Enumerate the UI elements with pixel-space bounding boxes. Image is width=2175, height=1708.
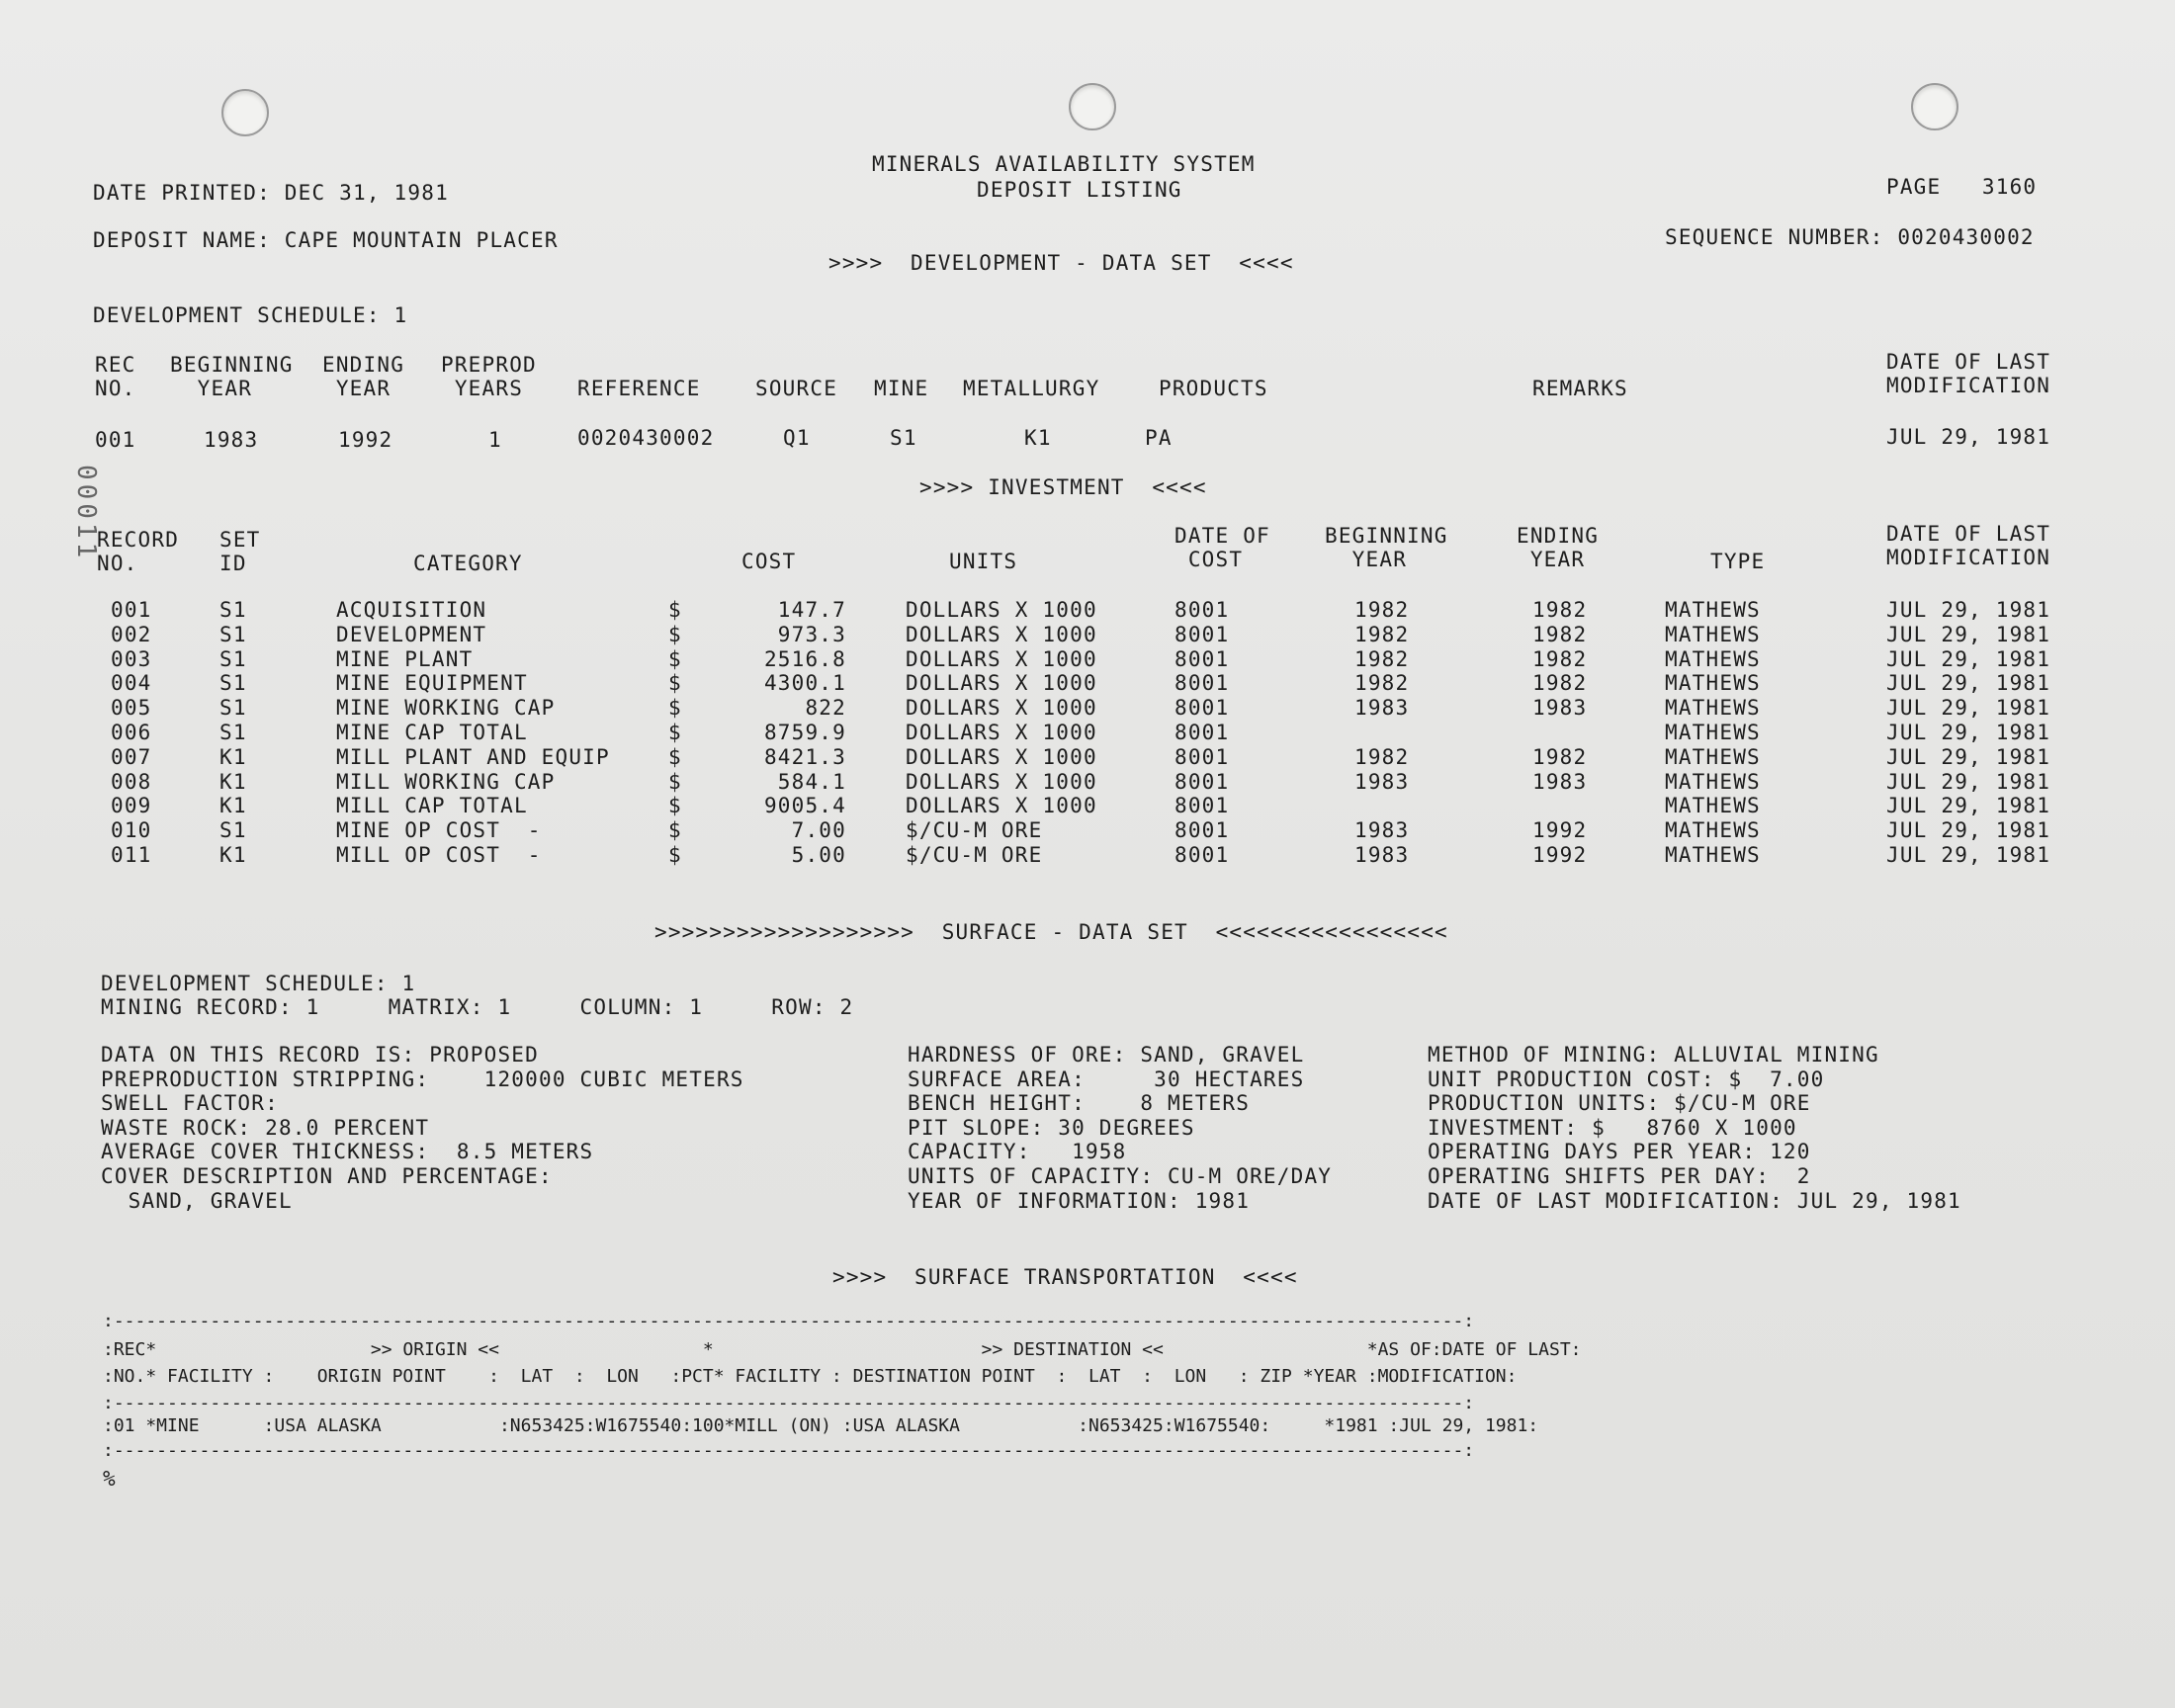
inv-cell-date-of-cost: 8001 xyxy=(1174,721,1230,744)
dev-row-reference: 0020430002 xyxy=(577,426,715,450)
inv-cell-beginning-year: 1983 xyxy=(1354,696,1410,721)
dev-row-date-mod: JUL 29, 1981 xyxy=(1886,425,2051,449)
surface-col3-line: OPERATING SHIFTS PER DAY: 2 xyxy=(1428,1164,1811,1188)
inv-cell-beginning-year: 1982 xyxy=(1354,622,1410,646)
inv-cell-date-mod: JUL 29, 1981 xyxy=(1886,744,2051,769)
inv-header-beginning: BEGINNING YEAR xyxy=(1325,524,1448,571)
inv-cell-cost: 147.7 xyxy=(777,598,846,622)
surface-col2-line: PIT SLOPE: 30 DEGREES xyxy=(908,1115,1195,1140)
dev-row-source: Q1 xyxy=(783,426,811,450)
inv-cell-record-no: 001 xyxy=(111,598,152,622)
inv-header-category: CATEGORY xyxy=(413,552,523,575)
surface-col3-line: METHOD OF MINING: ALLUVIAL MINING xyxy=(1428,1043,1879,1067)
inv-cell-date-mod: JUL 29, 1981 xyxy=(1886,671,2051,696)
inv-cell-category: DEVELOPMENT xyxy=(336,622,487,646)
inv-cell-ending-year: 1992 xyxy=(1532,843,1588,867)
inv-cell-beginning-year: 1982 xyxy=(1354,646,1410,671)
inv-cell-set-id: K1 xyxy=(219,744,247,769)
inv-cell-dollar-sign: $ xyxy=(668,646,682,671)
surface-col2-line: CAPACITY: 1958 xyxy=(908,1140,1127,1164)
inv-cell-category: MILL OP COST - xyxy=(336,843,542,867)
inv-cell-type: MATHEWS xyxy=(1665,744,1761,769)
surface-col1-line: AVERAGE COVER THICKNESS: 8.5 METERS xyxy=(101,1140,594,1164)
inv-cell-ending-year: 1982 xyxy=(1532,744,1588,769)
dev-header-date-mod: DATE OF LAST MODIFICATION xyxy=(1886,350,2051,397)
inv-cell-beginning-year: 1982 xyxy=(1354,744,1410,769)
transport-title: >>>> SURFACE TRANSPORTATION <<<< xyxy=(832,1265,1298,1289)
punch-hole-left xyxy=(221,89,269,136)
inv-cell-record-no: 008 xyxy=(111,769,152,794)
dev-row-beginning: 1983 xyxy=(204,428,259,452)
transport-header-1: :REC* >> ORIGIN << * >> DESTINATION << *AS OF:DATE OF LAST: xyxy=(103,1339,1582,1360)
inv-cell-units: $/CU-M ORE xyxy=(906,843,1043,867)
inv-cell-date-mod: JUL 29, 1981 xyxy=(1886,646,2051,671)
inv-cell-set-id: K1 xyxy=(219,794,247,818)
inv-cell-category: MILL WORKING CAP xyxy=(336,769,556,794)
inv-header-set: SET ID xyxy=(219,528,261,575)
inv-cell-category: MILL PLANT AND EQUIP xyxy=(336,744,610,769)
inv-cell-date-of-cost: 8001 xyxy=(1174,696,1230,721)
listing-title: DEPOSIT LISTING xyxy=(977,178,1182,202)
inv-cell-set-id: S1 xyxy=(219,598,247,622)
inv-cell-cost: 4300.1 xyxy=(763,671,846,696)
development-section-title: >>>> DEVELOPMENT - DATA SET <<<< xyxy=(828,251,1294,275)
inv-cell-date-of-cost: 8001 xyxy=(1174,744,1230,769)
surface-col1-line: COVER DESCRIPTION AND PERCENTAGE: xyxy=(101,1164,553,1188)
inv-cell-dollar-sign: $ xyxy=(668,671,682,696)
inv-cell-cost: 2516.8 xyxy=(763,646,846,671)
inv-header-record: RECORD NO. xyxy=(97,528,180,575)
dev-row-mine: S1 xyxy=(890,426,917,450)
inv-cell-record-no: 011 xyxy=(111,843,152,867)
inv-cell-date-mod: JUL 29, 1981 xyxy=(1886,818,2051,843)
dev-header-rec: REC NO. xyxy=(95,353,136,400)
inv-cell-cost: 9005.4 xyxy=(763,794,846,818)
inv-cell-dollar-sign: $ xyxy=(668,843,682,867)
inv-cell-beginning-year: 1983 xyxy=(1354,843,1410,867)
inv-cell-type: MATHEWS xyxy=(1665,696,1761,721)
inv-cell-beginning-year: 1982 xyxy=(1354,671,1410,696)
dev-row-metallurgy: K1 xyxy=(1024,426,1052,450)
inv-cell-units: DOLLARS X 1000 xyxy=(906,598,1097,622)
inv-cell-date-mod: JUL 29, 1981 xyxy=(1886,843,2051,867)
surface-col1-line: SAND, GRAVEL xyxy=(101,1188,293,1213)
inv-cell-set-id: S1 xyxy=(219,646,247,671)
sequence-number: SEQUENCE NUMBER: 0020430002 xyxy=(1665,225,2035,249)
inv-cell-record-no: 009 xyxy=(111,794,152,818)
margin-note: 00011 xyxy=(71,465,101,562)
inv-cell-ending-year: 1983 xyxy=(1532,696,1588,721)
inv-cell-set-id: S1 xyxy=(219,818,247,843)
inv-cell-units: $/CU-M ORE xyxy=(906,818,1043,843)
inv-cell-units: DOLLARS X 1000 xyxy=(906,721,1097,744)
inv-header-cost: COST xyxy=(741,550,797,573)
inv-cell-units: DOLLARS X 1000 xyxy=(906,671,1097,696)
inv-cell-category: MINE PLANT xyxy=(336,646,474,671)
inv-header-date-cost: DATE OF COST xyxy=(1174,524,1270,571)
inv-cell-type: MATHEWS xyxy=(1665,671,1761,696)
inv-cell-dollar-sign: $ xyxy=(668,622,682,646)
inv-cell-cost: 973.3 xyxy=(777,622,846,646)
surface-col2-line: UNITS OF CAPACITY: CU-M ORE/DAY xyxy=(908,1164,1333,1188)
inv-header-units: UNITS xyxy=(949,550,1018,573)
inv-cell-ending-year: 1992 xyxy=(1532,818,1588,843)
inv-cell-beginning-year: 1982 xyxy=(1354,598,1410,622)
inv-cell-date-of-cost: 8001 xyxy=(1174,646,1230,671)
transport-row: :01 *MINE :USA ALASKA :N653425:W1675540:100*MILL (ON) :USA ALASKA :N653425:W1675540: *1981 :JUL 29, 1981: xyxy=(103,1415,1539,1436)
investment-title: >>>> INVESTMENT <<<< xyxy=(919,475,1207,499)
transport-border-mid: :------------------------------------------------------------------------------------------------------------------------------: xyxy=(103,1393,1475,1413)
inv-header-date-mod: DATE OF LAST MODIFICATION xyxy=(1886,522,2051,569)
inv-cell-category: ACQUISITION xyxy=(336,598,487,622)
inv-cell-dollar-sign: $ xyxy=(668,744,682,769)
inv-header-ending: ENDING YEAR xyxy=(1517,524,1600,571)
transport-border-bottom: :------------------------------------------------------------------------------------------------------------------------------: xyxy=(103,1440,1475,1461)
dev-header-remarks: REMARKS xyxy=(1532,377,1628,400)
inv-cell-record-no: 006 xyxy=(111,721,152,744)
surface-col2-line: SURFACE AREA: 30 HECTARES xyxy=(908,1067,1305,1091)
inv-cell-set-id: S1 xyxy=(219,622,247,646)
surface-col3-line: OPERATING DAYS PER YEAR: 120 xyxy=(1428,1140,1811,1164)
inv-cell-record-no: 010 xyxy=(111,818,152,843)
inv-cell-category: MILL CAP TOTAL xyxy=(336,794,528,818)
dev-row-ending: 1992 xyxy=(338,428,393,452)
inv-cell-cost: 7.00 xyxy=(791,818,846,843)
inv-cell-set-id: K1 xyxy=(219,843,247,867)
inv-cell-ending-year: 1982 xyxy=(1532,622,1588,646)
inv-cell-cost: 822 xyxy=(805,696,846,721)
inv-cell-dollar-sign: $ xyxy=(668,794,682,818)
inv-cell-type: MATHEWS xyxy=(1665,818,1761,843)
dev-row-preprod: 1 xyxy=(488,428,502,452)
dev-row-rec: 001 xyxy=(95,428,136,452)
surface-col3-line: PRODUCTION UNITS: $/CU-M ORE xyxy=(1428,1091,1811,1116)
deposit-name: DEPOSIT NAME: CAPE MOUNTAIN PLACER xyxy=(93,228,559,252)
inv-cell-type: MATHEWS xyxy=(1665,843,1761,867)
end-mark: % xyxy=(103,1467,117,1491)
system-title: MINERALS AVAILABILITY SYSTEM xyxy=(872,152,1256,176)
inv-cell-set-id: S1 xyxy=(219,721,247,744)
surface-col2-line: HARDNESS OF ORE: SAND, GRAVEL xyxy=(908,1043,1305,1067)
inv-cell-set-id: K1 xyxy=(219,769,247,794)
inv-cell-set-id: S1 xyxy=(219,696,247,721)
dev-header-source: SOURCE xyxy=(755,377,838,400)
dev-header-reference: REFERENCE xyxy=(577,377,701,400)
inv-cell-date-mod: JUL 29, 1981 xyxy=(1886,696,2051,721)
inv-cell-type: MATHEWS xyxy=(1665,598,1761,622)
dev-header-beginning: BEGINNING YEAR xyxy=(170,353,294,400)
transport-border-top: :------------------------------------------------------------------------------------------------------------------------------: xyxy=(103,1311,1475,1331)
inv-cell-dollar-sign: $ xyxy=(668,769,682,794)
inv-cell-date-mod: JUL 29, 1981 xyxy=(1886,598,2051,622)
inv-cell-type: MATHEWS xyxy=(1665,769,1761,794)
inv-cell-date-mod: JUL 29, 1981 xyxy=(1886,794,2051,818)
inv-cell-ending-year: 1982 xyxy=(1532,646,1588,671)
surface-schedule: DEVELOPMENT SCHEDULE: 1 xyxy=(101,972,416,995)
inv-cell-dollar-sign: $ xyxy=(668,598,682,622)
dev-header-mine: MINE xyxy=(874,377,929,400)
inv-cell-record-no: 005 xyxy=(111,696,152,721)
dev-header-products: PRODUCTS xyxy=(1159,377,1268,400)
surface-col1-line: SWELL FACTOR: xyxy=(101,1091,279,1116)
surface-col1-line: PREPRODUCTION STRIPPING: 120000 CUBIC METERS xyxy=(101,1067,744,1091)
inv-cell-type: MATHEWS xyxy=(1665,646,1761,671)
inv-cell-category: MINE WORKING CAP xyxy=(336,696,556,721)
inv-cell-cost: 8759.9 xyxy=(763,721,846,744)
inv-cell-units: DOLLARS X 1000 xyxy=(906,794,1097,818)
dev-header-ending: ENDING YEAR xyxy=(322,353,405,400)
punch-hole-center xyxy=(1069,83,1116,130)
surface-col3-line: DATE OF LAST MODIFICATION: JUL 29, 1981 xyxy=(1428,1188,1961,1213)
inv-cell-record-no: 003 xyxy=(111,646,152,671)
inv-cell-units: DOLLARS X 1000 xyxy=(906,696,1097,721)
transport-header-2: :NO.* FACILITY : ORIGIN POINT : LAT : LON :PCT* FACILITY : DESTINATION POINT : LAT : LON : ZIP *YEAR :MODIFICATION: xyxy=(103,1366,1518,1387)
surface-col3-line: UNIT PRODUCTION COST: $ 7.00 xyxy=(1428,1067,1825,1091)
surface-col1-line: DATA ON THIS RECORD IS: PROPOSED xyxy=(101,1043,539,1067)
punch-hole-right xyxy=(1911,83,1958,130)
dev-header-metallurgy: METALLURGY xyxy=(963,377,1100,400)
date-printed: DATE PRINTED: DEC 31, 1981 xyxy=(93,181,449,205)
inv-cell-record-no: 007 xyxy=(111,744,152,769)
surface-col1-line: WASTE ROCK: 28.0 PERCENT xyxy=(101,1115,430,1140)
inv-cell-units: DOLLARS X 1000 xyxy=(906,622,1097,646)
inv-cell-ending-year: 1982 xyxy=(1532,671,1588,696)
inv-cell-dollar-sign: $ xyxy=(668,818,682,843)
inv-cell-category: MINE EQUIPMENT xyxy=(336,671,528,696)
inv-cell-cost: 584.1 xyxy=(777,769,846,794)
inv-cell-units: DOLLARS X 1000 xyxy=(906,744,1097,769)
surface-col3-line: INVESTMENT: $ 8760 X 1000 xyxy=(1428,1115,1797,1140)
inv-cell-ending-year: 1983 xyxy=(1532,769,1588,794)
surface-record-line: MINING RECORD: 1 MATRIX: 1 COLUMN: 1 ROW: 2 xyxy=(101,995,854,1019)
inv-cell-date-of-cost: 8001 xyxy=(1174,843,1230,867)
inv-cell-set-id: S1 xyxy=(219,671,247,696)
inv-cell-record-no: 002 xyxy=(111,622,152,646)
inv-cell-units: DOLLARS X 1000 xyxy=(906,646,1097,671)
inv-cell-date-mod: JUL 29, 1981 xyxy=(1886,721,2051,744)
page-number: PAGE 3160 xyxy=(1886,175,2038,199)
dev-row-products: PA xyxy=(1145,426,1173,450)
inv-cell-date-of-cost: 8001 xyxy=(1174,818,1230,843)
inv-cell-date-of-cost: 8001 xyxy=(1174,622,1230,646)
inv-cell-type: MATHEWS xyxy=(1665,622,1761,646)
inv-cell-beginning-year: 1983 xyxy=(1354,769,1410,794)
inv-cell-cost: 8421.3 xyxy=(763,744,846,769)
inv-cell-date-of-cost: 8001 xyxy=(1174,794,1230,818)
inv-cell-dollar-sign: $ xyxy=(668,721,682,744)
inv-cell-dollar-sign: $ xyxy=(668,696,682,721)
surface-col2-line: BENCH HEIGHT: 8 METERS xyxy=(908,1091,1251,1116)
inv-cell-category: MINE OP COST - xyxy=(336,818,542,843)
surface-title: >>>>>>>>>>>>>>>>>>> SURFACE - DATA SET <<<<<<<<<<<<<<<<< xyxy=(654,920,1448,944)
inv-cell-cost: 5.00 xyxy=(791,843,846,867)
inv-cell-units: DOLLARS X 1000 xyxy=(906,769,1097,794)
inv-cell-type: MATHEWS xyxy=(1665,721,1761,744)
inv-cell-ending-year: 1982 xyxy=(1532,598,1588,622)
inv-cell-category: MINE CAP TOTAL xyxy=(336,721,528,744)
development-schedule: DEVELOPMENT SCHEDULE: 1 xyxy=(93,303,408,327)
inv-cell-date-mod: JUL 29, 1981 xyxy=(1886,622,2051,646)
inv-header-type: TYPE xyxy=(1710,550,1766,573)
inv-cell-date-of-cost: 8001 xyxy=(1174,671,1230,696)
inv-cell-date-of-cost: 8001 xyxy=(1174,598,1230,622)
inv-cell-date-mod: JUL 29, 1981 xyxy=(1886,769,2051,794)
surface-col2-line: YEAR OF INFORMATION: 1981 xyxy=(908,1188,1251,1213)
inv-cell-type: MATHEWS xyxy=(1665,794,1761,818)
inv-cell-date-of-cost: 8001 xyxy=(1174,769,1230,794)
dev-header-preprod: PREPROD YEARS xyxy=(441,353,537,400)
inv-cell-beginning-year: 1983 xyxy=(1354,818,1410,843)
inv-cell-record-no: 004 xyxy=(111,671,152,696)
